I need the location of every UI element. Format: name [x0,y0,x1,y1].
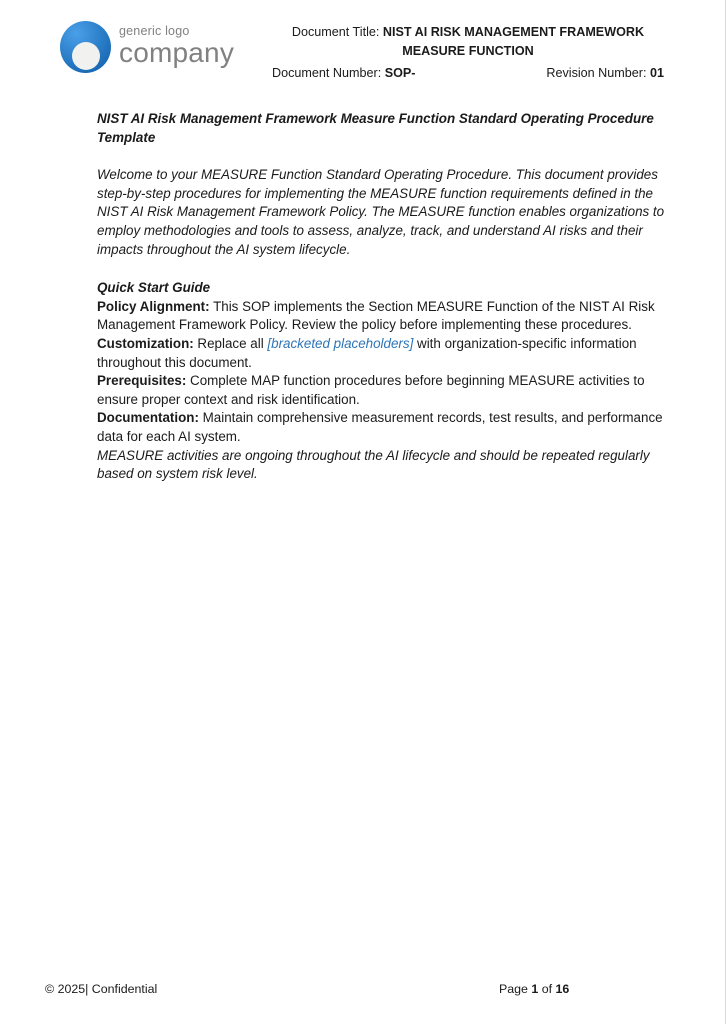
customization-text-after: with organization-specific information throughout this document. [97,335,637,370]
quick-start-item-documentation [97,409,675,446]
document-title-block [272,23,664,83]
policy-alignment-text: This SOP implements the Section MEASURE Function of the NIST AI Risk Management Framework Policy. Review the policy before implementing these procedures. [97,298,655,333]
quick-start-item-policy-alignment [97,298,675,335]
document-number-value: SOP- [384,66,416,80]
logo-company-name: company [119,36,235,68]
documentation-label: Documentation: [97,410,199,426]
document-meta-row [272,64,664,83]
quick-start-item-prerequisites [97,372,675,409]
customization-label: Customization: [97,335,194,351]
prerequisites-text: Complete MAP function procedures before beginning MEASURE activities to ensure proper context and risk identification. [97,373,645,407]
revision-number [546,64,664,83]
document-title [272,23,664,61]
revision-number-label: Revision Number: [546,66,650,80]
page-title: NIST AI Risk Management Framework Measure Function Standard Operating Procedure Template [97,111,654,145]
quick-start-guide-title: Quick Start Guide [97,280,211,296]
logo-circles-icon [60,21,112,74]
page-number-indicator [499,982,569,996]
bracketed-placeholder: [bracketed placeholders] [267,335,414,351]
document-body [97,110,675,484]
policy-alignment-label: Policy Alignment: [97,298,210,314]
document-number-label: Document Number: [272,66,385,80]
copyright-text: © 2025| Confidential [45,982,158,996]
intro-paragraph: Welcome to your MEASURE Function Standard Operating Procedure. This document provides step-by-step procedures for implementing the MEASURE function requirements defined in the NIST AI Risk Management Framework Policy. The MEASURE function enables organizations to employ methodologies and tools to assess, analyze, track, and understand AI risks and their impacts throughout the AI system lifecycle. [97,167,665,257]
documentation-text: Maintain comprehensive measurement records, test results, and performance data for each AI system. [97,410,663,444]
document-title-label: Document Title: [291,25,383,39]
page-number: 1 [531,982,539,996]
page-total: 16 [555,982,570,996]
logo-tagline: generic logo [119,24,190,38]
document-title-value: NIST AI RISK MANAGEMENT FRAMEWORK MEASURE FUNCTION [382,25,645,58]
page-edge-line [725,0,726,1024]
logo-text [119,25,234,67]
quick-start-item-customization [97,335,675,372]
measure-activities-note: MEASURE activities are ongoing throughout the AI lifecycle and should be repeated regularly based on system risk level. [97,447,650,482]
document-number [272,64,415,83]
document-header [0,0,728,83]
customization-text-before: Replace all [193,335,268,351]
logo-white-circle [72,42,100,70]
of-label: of [538,982,556,996]
prerequisites-label: Prerequisites: [97,373,187,389]
page-label: Page [499,982,532,996]
revision-number-value: 01 [649,66,664,80]
company-logo [60,14,272,74]
